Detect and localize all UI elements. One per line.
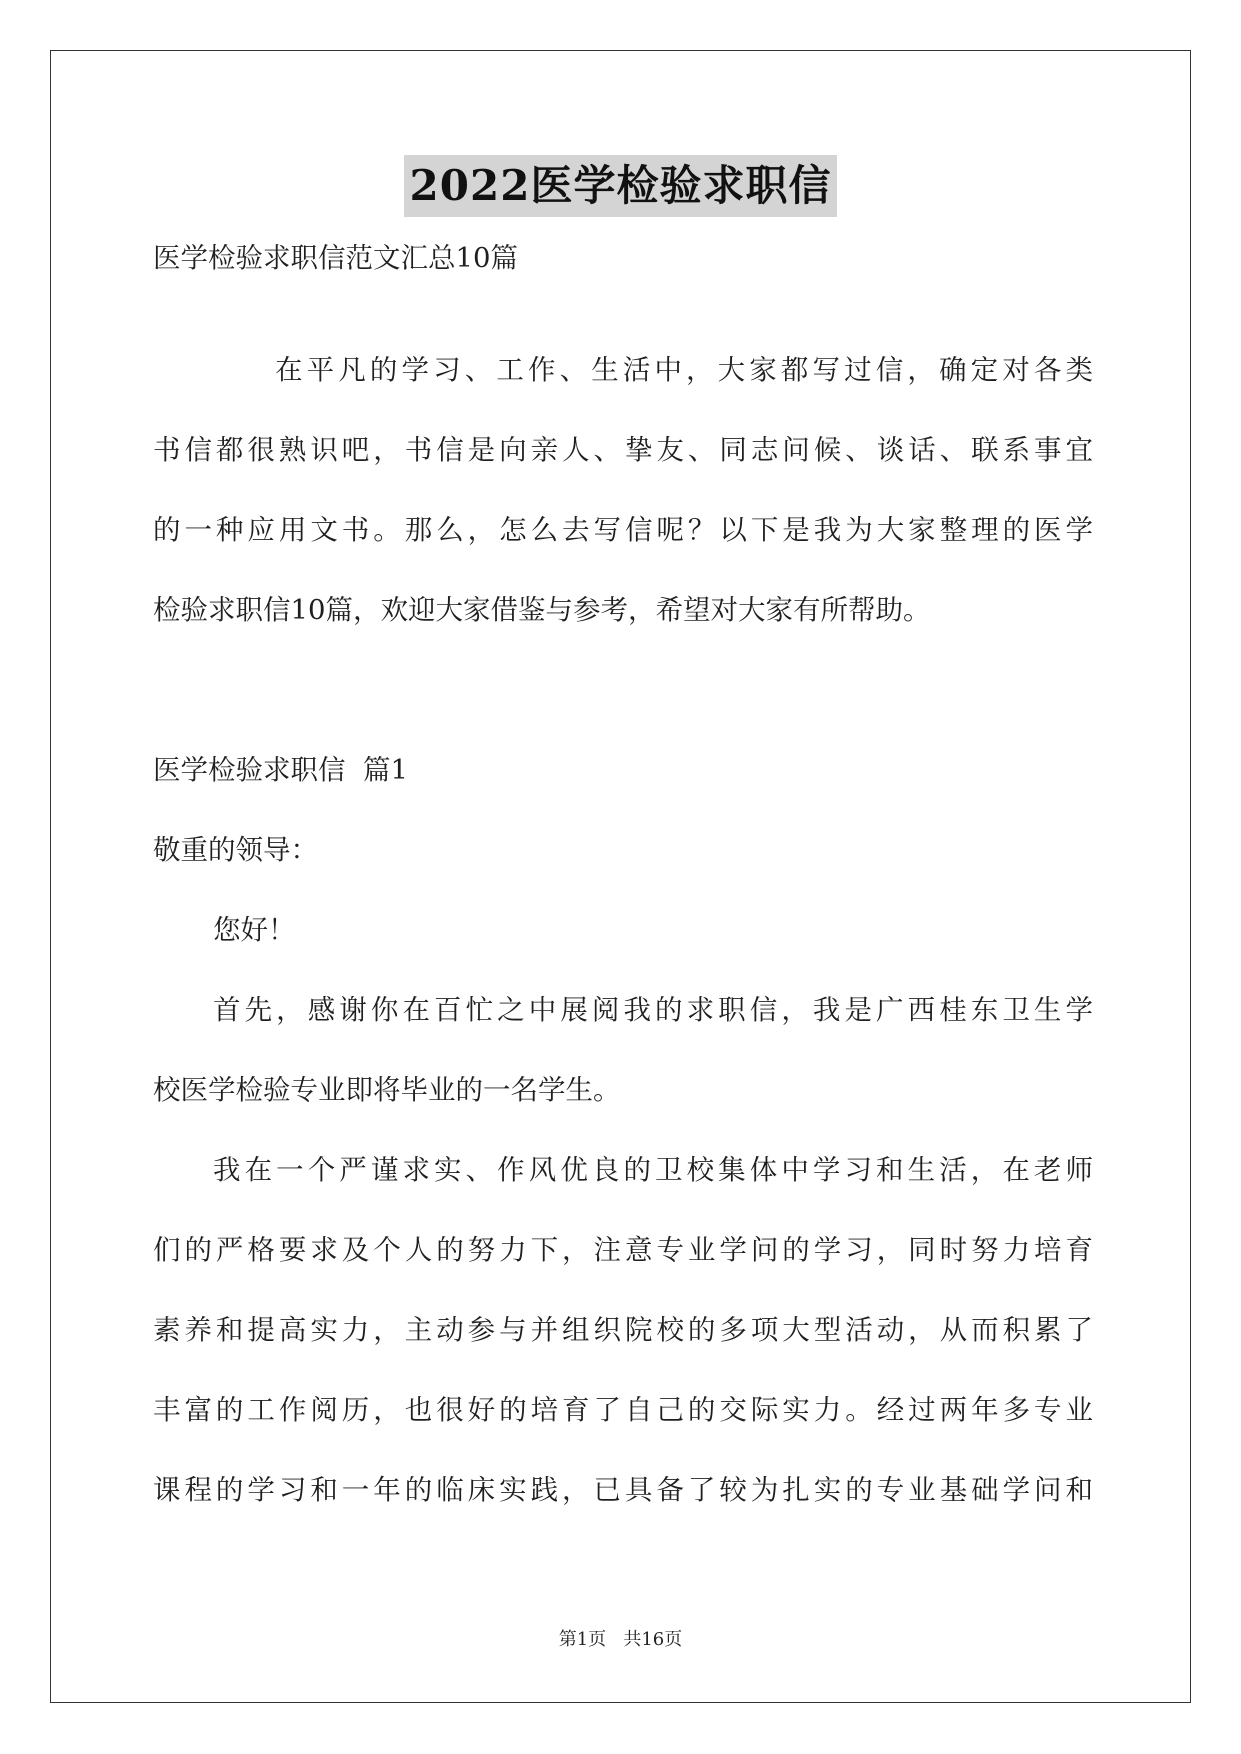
page-border xyxy=(50,50,1191,1703)
paragraph-line: 们的严格要求及个人的努力下，注意专业学问的学习，同时努力培育 xyxy=(153,1234,1093,1266)
paragraph-line: 课程的学习和一年的临床实践，已具备了较为扎实的专业基础学问和 xyxy=(153,1474,1093,1506)
page-number: 第1页 xyxy=(558,1629,607,1650)
paragraph-line: 校医学检验专业即将毕业的一名学生。 xyxy=(153,1074,621,1106)
paragraph-line: 素养和提高实力，主动参与并组织院校的多项大型活动，从而积累了 xyxy=(153,1314,1093,1346)
paragraph-line: 丰富的工作阅历，也很好的培育了自己的交际实力。经过两年多专业 xyxy=(153,1394,1093,1426)
page-footer xyxy=(0,1628,1241,1652)
total-pages: 共16页 xyxy=(623,1629,683,1650)
intro-line: 检验求职信10篇，欢迎大家借鉴与参考，希望对大家有所帮助。 xyxy=(153,594,931,626)
title-block xyxy=(0,155,1241,217)
intro-line: 书信都很熟识吧，书信是向亲人、挚友、同志问候、谈话、联系事宜 xyxy=(153,434,1093,466)
document-title: 2022医学检验求职信 xyxy=(404,155,838,217)
paragraph-line: 我在一个严谨求实、作风优良的卫校集体中学习和生活，在老师 xyxy=(213,1154,1093,1186)
document-subtitle: 医学检验求职信范文汇总10篇 xyxy=(153,242,518,274)
salutation: 敬重的领导： xyxy=(153,834,318,866)
paragraph-line: 首先，感谢你在百忙之中展阅我的求职信，我是广西桂东卫生学 xyxy=(213,994,1093,1026)
section-heading: 医学检验求职信 篇1 xyxy=(153,754,408,786)
intro-line: 的一种应用文书。那么，怎么去写信呢？以下是我为大家整理的医学 xyxy=(153,514,1093,546)
intro-line: 在平凡的学习、工作、生活中，大家都写过信，确定对各类 xyxy=(275,354,1093,386)
greeting: 您好！ xyxy=(213,914,296,946)
